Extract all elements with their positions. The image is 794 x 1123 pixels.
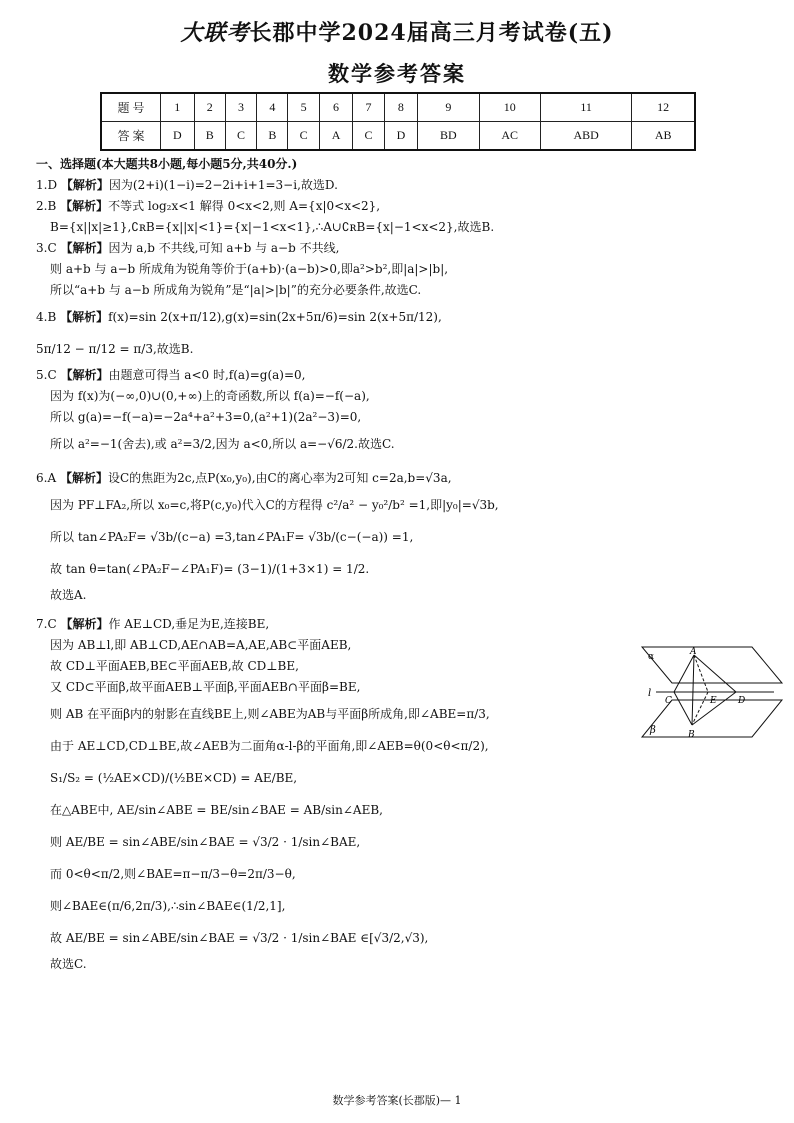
table-cell: 4 (257, 93, 288, 122)
table-cell: 12 (632, 93, 695, 122)
label-B: B (688, 730, 695, 740)
label-E: E (710, 696, 717, 706)
question-3-line: 则 a+b 与 a−b 所成角为锐角等价于(a+b)·(a−b)>0,即a²>b²,即|a|>|b|, (50, 262, 449, 276)
table-cell: D (161, 122, 195, 151)
edge-EB (692, 692, 708, 725)
edge-AC (674, 655, 694, 692)
solutions-body (36, 154, 766, 975)
question-7-line: 故 CD⊥平面AEB,BE⊂平面AEB,故 CD⊥BE, (50, 659, 299, 673)
plane-alpha (642, 647, 782, 683)
table-cell: 8 (384, 93, 418, 122)
question-5-line: 所以 a²=−1(舍去),或 a²=3/2,因为 a<0,所以 a=−√6/2.故选C. (50, 437, 395, 451)
table-cell: AC (479, 122, 540, 151)
label-D: D (738, 696, 746, 706)
table-cell: B (194, 122, 225, 151)
table-cell: C (225, 122, 256, 151)
edge-CB (674, 692, 692, 725)
question-7-line: 因为 AB⊥l,即 AB⊥CD,AE∩AB=A,AE,AB⊂平面AEB, (50, 638, 352, 652)
question-5-line: 因为 f(x)为(−∞,0)∪(0,+∞)上的奇函数,所以 f(a)=−f(−a), (50, 389, 370, 403)
question-2-line: B={x||x|≥1},∁ʀB={x||x|<1}={x|−1<x<1},∴A∪∁ʀB={x|−1<x<2},故选B. (50, 220, 495, 234)
table-cell: D (384, 122, 418, 151)
answer-table (100, 92, 696, 151)
question-3-line: 所以“a+b 与 a−b 所成角为锐角”是“|a|>|b|”的充分必要条件,故选C. (50, 283, 422, 297)
question-1: 1.D 【解析】因为(2+i)(1−i)=2−2i+i+1=3−i,故选D. (36, 178, 338, 192)
table-cell: BD (418, 122, 479, 151)
question-5-line: 所以 g(a)=−f(−a)=−2a⁴+a²+3=0,(a²+1)(2a²−3)=0, (50, 410, 362, 424)
table-cell: 9 (418, 93, 479, 122)
page-footer: 数学参考答案(长郡版)— 1 (332, 1094, 462, 1107)
page-title: 大联考长郡中学2024届高三月考试卷(五) (180, 20, 614, 46)
question-6-line: 所以 tan∠PA₂F= √3b/(c−a) =3,tan∠PA₁F= √3b/(c−(−a)) =1, (50, 530, 414, 544)
question-4: 4.B 【解析】f(x)=sin 2(x+π/12),g(x)=sin(2x+5π/6)=sin 2(x+5π/12), (36, 310, 442, 324)
question-4-line: 5π/12 − π/12 = π/3,故选B. (36, 342, 194, 356)
label-alpha: α (648, 652, 655, 662)
brand-mark: 大联考 (180, 20, 250, 46)
row-label: 题 号 (101, 93, 161, 122)
table-cell: 11 (540, 93, 631, 122)
table-cell: 3 (225, 93, 256, 122)
section-heading: 一、选择题(本大题共8小题,每小题5分,共40分.) (36, 157, 298, 171)
table-cell: C (288, 122, 319, 151)
label-beta: β (650, 725, 656, 736)
table-cell: AB (632, 122, 695, 151)
question-7-line: 则 AB 在平面β内的射影在直线BE上,则∠ABE为AB与平面β所成角,即∠ABE=π/3, (50, 707, 490, 721)
question-2: 2.B 【解析】不等式 log₂x<1 解得 0<x<2,则 A={x|0<x<2}, (36, 199, 381, 213)
table-cell: 7 (353, 93, 384, 122)
question-7-line: 由于 AE⊥CD,CD⊥BE,故∠AEB为二面角α-l-β的平面角,即∠AEB=θ(0<θ<π/2), (50, 739, 489, 753)
question-6-line: 因为 PF⊥FA₂,所以 x₀=c,将P(c,y₀)代入C的方程得 c²/a² − y₀²/b² =1,即|y₀|=√3b, (50, 498, 499, 512)
question-7-line: 则 AE/BE = sin∠ABE/sin∠BAE = √3/2 · 1/sin∠BAE, (50, 835, 361, 849)
table-cell: 1 (161, 93, 195, 122)
question-7-line: 又 CD⊂平面β,故平面AEB⊥平面β,平面AEB∩平面β=BE, (50, 680, 361, 694)
question-5: 5.C 【解析】由题意可得当 a<0 时,f(a)=g(a)=0, (36, 368, 306, 382)
answer-table-answer-row (101, 122, 695, 151)
question-7-line: S₁/S₂ = (½AE×CD)/(½BE×CD) = AE/BE, (50, 771, 298, 785)
label-C: C (665, 696, 672, 706)
table-cell: 10 (479, 93, 540, 122)
question-7-line: 故选C. (50, 957, 87, 971)
answer-table-number-row (101, 93, 695, 122)
label-A: A (690, 647, 697, 657)
table-cell: 5 (288, 93, 319, 122)
page-subtitle: 数学参考答案 (328, 61, 466, 86)
question-3: 3.C 【解析】因为 a,b 不共线,可知 a+b 与 a−b 不共线, (36, 241, 340, 255)
label-l: l (648, 688, 652, 699)
table-cell: A (319, 122, 353, 151)
edge-AB (692, 655, 694, 725)
question-7-line: 则∠BAE∈(π/6,2π/3),∴sin∠BAE∈(1/2,1], (50, 899, 286, 913)
table-cell: 2 (194, 93, 225, 122)
dihedral-angle-figure (634, 645, 784, 763)
edge-AD (694, 655, 736, 692)
table-cell: 6 (319, 93, 353, 122)
row-label: 答 案 (101, 122, 161, 151)
table-cell: C (353, 122, 384, 151)
question-7: 7.C 【解析】作 AE⊥CD,垂足为E,连接BE, (36, 617, 270, 631)
table-cell: B (257, 122, 288, 151)
question-6: 6.A 【解析】设C的焦距为2c,点P(x₀,y₀),由C的离心率为2可知 c=2a,b=√3a, (36, 471, 452, 485)
question-7-line: 故 AE/BE = sin∠ABE/sin∠BAE = √3/2 · 1/sin∠BAE ∈[√3/2,√3), (50, 931, 429, 945)
question-7-line: 而 0<θ<π/2,则∠BAE=π−π/3−θ=2π/3−θ, (50, 867, 296, 881)
question-6-line: 故选A. (50, 588, 87, 602)
table-cell: ABD (540, 122, 631, 151)
question-7-line: 在△ABE中, AE/sin∠ABE = BE/sin∠BAE = AB/sin∠AEB, (50, 803, 383, 817)
question-6-line: 故 tan θ=tan(∠PA₂F−∠PA₁F)= (3−1)/(1+3×1) = 1/2. (50, 562, 370, 576)
